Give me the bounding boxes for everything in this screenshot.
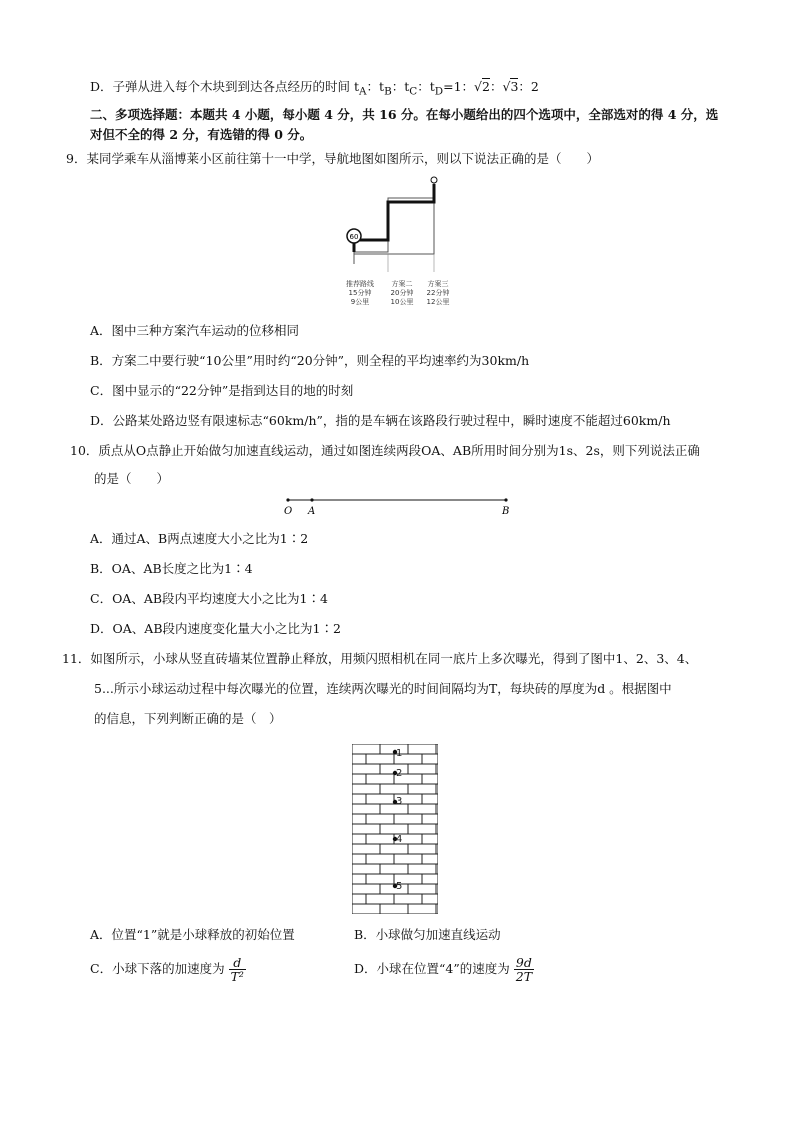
fraction-d-over-t2: $\frac{d}{\text{T²}}$ <box>230 955 244 984</box>
q9-option-d: D．公路某处路边竖有限速标志“60km/h”，指的是车辆在该路段行驶过程中，瞬时速度不能超过60km/h <box>90 413 671 428</box>
brick <box>436 764 438 774</box>
brick <box>436 864 438 874</box>
q10-option-c: C．OA、AB段内平均速度大小之比为1∶4 <box>90 591 328 606</box>
brick <box>380 804 408 814</box>
brick <box>422 774 438 784</box>
brick <box>352 804 380 814</box>
brick <box>352 904 380 914</box>
brick <box>394 814 422 824</box>
brick <box>366 834 394 844</box>
position-label-3: 3 <box>396 796 403 807</box>
brick <box>352 864 380 874</box>
brick <box>380 824 408 834</box>
sqrt-symbol: √ <box>502 79 511 94</box>
point-b-label: B <box>502 506 510 517</box>
position-label-2: 2 <box>396 768 403 779</box>
brick <box>352 794 366 804</box>
position-label-4: 4 <box>396 834 403 845</box>
brick <box>408 744 436 754</box>
brick <box>408 844 436 854</box>
q11-stem-line1: 11．如图所示，小球从竖直砖墙某位置静止释放，用频闪照相机在同一底片上多次曝光，得到了图中1、2、3、4、 <box>62 651 698 666</box>
point-a-label: A <box>308 506 316 517</box>
brick <box>408 864 436 874</box>
q11-option-d: D．小球在位置“4”的速度为 $\frac{9d}{2T}$ <box>354 955 533 984</box>
sqrt-symbol: √ <box>474 79 483 94</box>
point-o-label: O <box>284 506 293 517</box>
brick <box>380 864 408 874</box>
brick <box>352 814 366 824</box>
route1-label: 推荐路线 15分钟 9公里 <box>346 280 374 306</box>
q9-option-a: A．图中三种方案汽车运动的位移相同 <box>90 323 300 338</box>
brick <box>366 754 394 764</box>
section-heading-line1: 二、多项选择题：本题共 4 小题，每小题 4 分，共 16 分。在每小题给出的四个选项中，全部选对的得 4 分，选 <box>90 107 719 122</box>
brick <box>436 784 438 794</box>
brick <box>352 784 380 794</box>
brick <box>394 854 422 864</box>
speed-limit-value: 60 <box>349 233 359 241</box>
brick <box>436 904 438 914</box>
q10-stem-line1: 10．质点从O点静止开始做匀加速直线运动，通过如图连续两段OA、AB所用时间分别为1s、2s，则下列说法正确 <box>70 443 700 458</box>
route-line-thin <box>354 182 434 264</box>
q10-option-b: B．OA、AB长度之比为1∶4 <box>90 561 253 576</box>
brick <box>422 834 438 844</box>
brick <box>366 774 394 784</box>
q9-option-c: C．图中显示的“22分钟”是指到达目的地的时刻 <box>90 383 354 398</box>
q11-stem-line2: 5...所示小球运动过程中每次曝光的位置，连续两次曝光的时间间隔均为T，每块砖的厚度为d 。根据图中 <box>94 681 672 696</box>
q11-option-c: C．小球下落的加速度为 $\frac{d}{\text{T²}}$ <box>90 955 244 984</box>
line-segment-figure <box>280 492 520 518</box>
brick <box>394 894 422 904</box>
brick <box>380 784 408 794</box>
brick <box>352 884 380 894</box>
brick <box>422 854 438 864</box>
brick <box>436 824 438 834</box>
position-label-5: 5 <box>396 881 403 892</box>
q11-option-b: B．小球做匀加速直线运动 <box>354 927 501 942</box>
brick <box>422 794 438 804</box>
brick <box>380 904 408 914</box>
brick <box>436 804 438 814</box>
brick <box>408 824 436 834</box>
route3-label: 方案三 22分钟 12公里 <box>426 280 450 306</box>
q10-option-d: D．OA、AB段内速度变化量大小之比为1∶2 <box>90 621 341 636</box>
route-line-recommended <box>354 184 434 252</box>
brick <box>436 744 438 754</box>
fraction-9d-over-2t: $\frac{9d}{2T}$ <box>515 955 533 984</box>
destination-marker <box>431 177 437 183</box>
brick <box>352 754 366 764</box>
brick <box>352 764 380 774</box>
q8-option-d: D．子弹从进入每个木块到到达各点经历的时间 $t_A$：$t_B$：$t_C$：$t_D=1$：√2：√3：2 <box>90 79 539 98</box>
q9-option-b: B．方案二中要行驶“10公里”用时约“20分钟”，则全程的平均速率约为30km/h <box>90 353 530 368</box>
brick <box>380 844 408 854</box>
section-heading-line2: 对但不全的得 2 分，有选错的得 0 分。 <box>90 127 313 142</box>
q10-option-a: A．通过A、B两点速度大小之比为1∶2 <box>90 531 309 546</box>
brick <box>366 814 394 824</box>
brick <box>422 874 438 884</box>
brick <box>408 784 436 794</box>
brick <box>352 744 380 754</box>
q10-stem-line2: 的是（ ） <box>94 471 170 486</box>
navigation-map-figure <box>336 172 456 272</box>
brick <box>366 794 394 804</box>
brick-wall-figure <box>352 744 438 914</box>
brick <box>352 844 380 854</box>
brick <box>408 884 436 894</box>
q9-stem: 9．某同学乘车从淄博莱小区前往第十一中学，导航地图如图所示，则以下说法正确的是（ ） <box>66 151 599 166</box>
brick <box>366 894 394 904</box>
brick <box>422 814 438 824</box>
brick <box>366 874 394 884</box>
q11-option-a: A．位置“1”就是小球释放的初始位置 <box>90 927 295 942</box>
brick <box>436 844 438 854</box>
brick <box>352 824 380 834</box>
brick <box>352 834 366 844</box>
brick <box>408 804 436 814</box>
brick <box>436 884 438 894</box>
brick <box>352 894 366 904</box>
route2-label: 方案二 20分钟 10公里 <box>390 280 414 306</box>
brick <box>422 754 438 764</box>
brick <box>352 874 366 884</box>
brick <box>352 854 366 864</box>
brick <box>408 904 436 914</box>
brick <box>352 774 366 784</box>
brick <box>422 894 438 904</box>
brick <box>408 764 436 774</box>
q11-stem-line3: 的信息，下列判断正确的是（ ） <box>94 711 282 726</box>
position-label-1: 1 <box>396 748 403 759</box>
brick <box>366 854 394 864</box>
